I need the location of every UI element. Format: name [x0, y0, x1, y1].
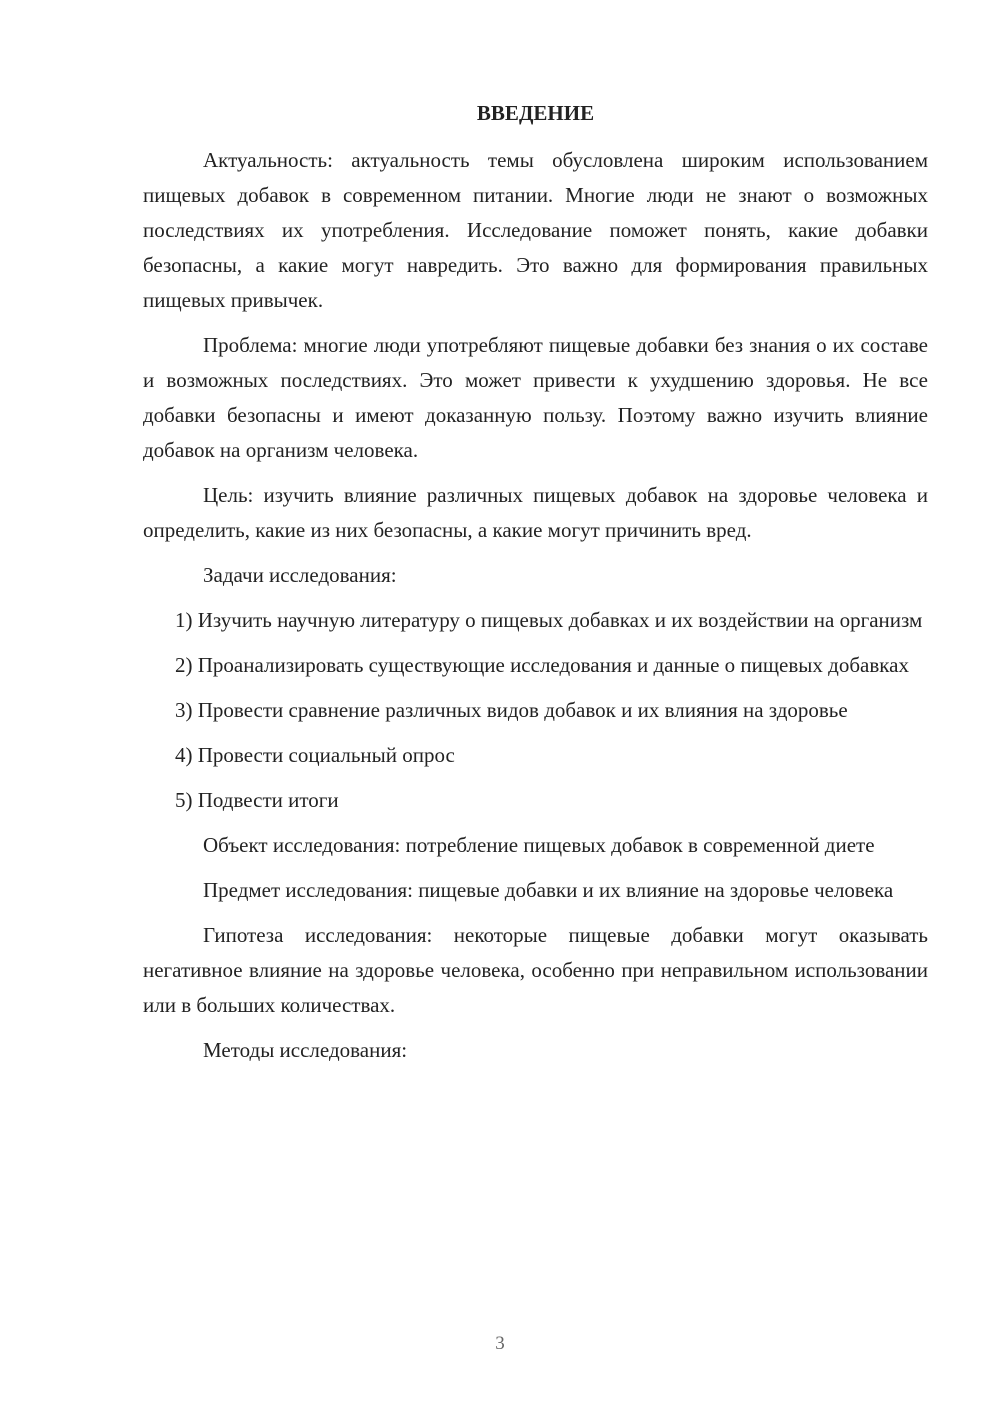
task-item-4: 4) Провести социальный опрос [175, 743, 455, 767]
section-heading: ВВЕДЕНИЕ [476, 101, 595, 125]
object-paragraph: Объект исследования: потребление пищевых добавок в современной диете [203, 833, 875, 857]
methods-title: Методы исследования: [203, 1038, 408, 1062]
goal-paragraph: Цель: изучить влияние различных пищевых добавок на здоровье человека и определить, какие из них безопасны, а какие могут причинить вред. [143, 483, 928, 542]
task-item-5: 5) Подвести итоги [175, 788, 339, 812]
problem-paragraph: Проблема: многие люди употребляют пищевые добавки без знания о их составе и возможных последствиях. Это может привести к ухудшению здоровья. Не все добавки безопасны и имеют доказанную пользу. Поэтому важно изучить влияние добавок на организм человека. [143, 333, 928, 462]
tasks-title: Задачи исследования: [203, 563, 397, 587]
task-item-3: 3) Провести сравнение различных видов добавок и их влияния на здоровье [175, 698, 848, 722]
task-item-1: 1) Изучить научную литературу о пищевых добавках и их воздействии на организм [175, 608, 923, 632]
page-number: 3 [495, 1333, 505, 1354]
hypothesis-paragraph: Гипотеза исследования: некоторые пищевые добавки могут оказывать негативное влияние на здоровье человека, особенно при неправильном использовании или в больших количествах. [143, 923, 928, 1017]
task-item-2: 2) Проанализировать существующие исследования и данные о пищевых добавках [175, 653, 909, 677]
page-content [143, 96, 928, 1068]
subject-paragraph: Предмет исследования: пищевые добавки и их влияние на здоровье человека [203, 878, 894, 902]
relevance-paragraph: Актуальность: актуальность темы обусловлена широким использованием пищевых добавок в современном питании. Многие люди не знают о возможных последствиях их употребления. Исследование поможет понять, какие добавки безопасны, а какие могут навредить. Это важно для формирования правильных пищевых привычек. [143, 148, 928, 312]
